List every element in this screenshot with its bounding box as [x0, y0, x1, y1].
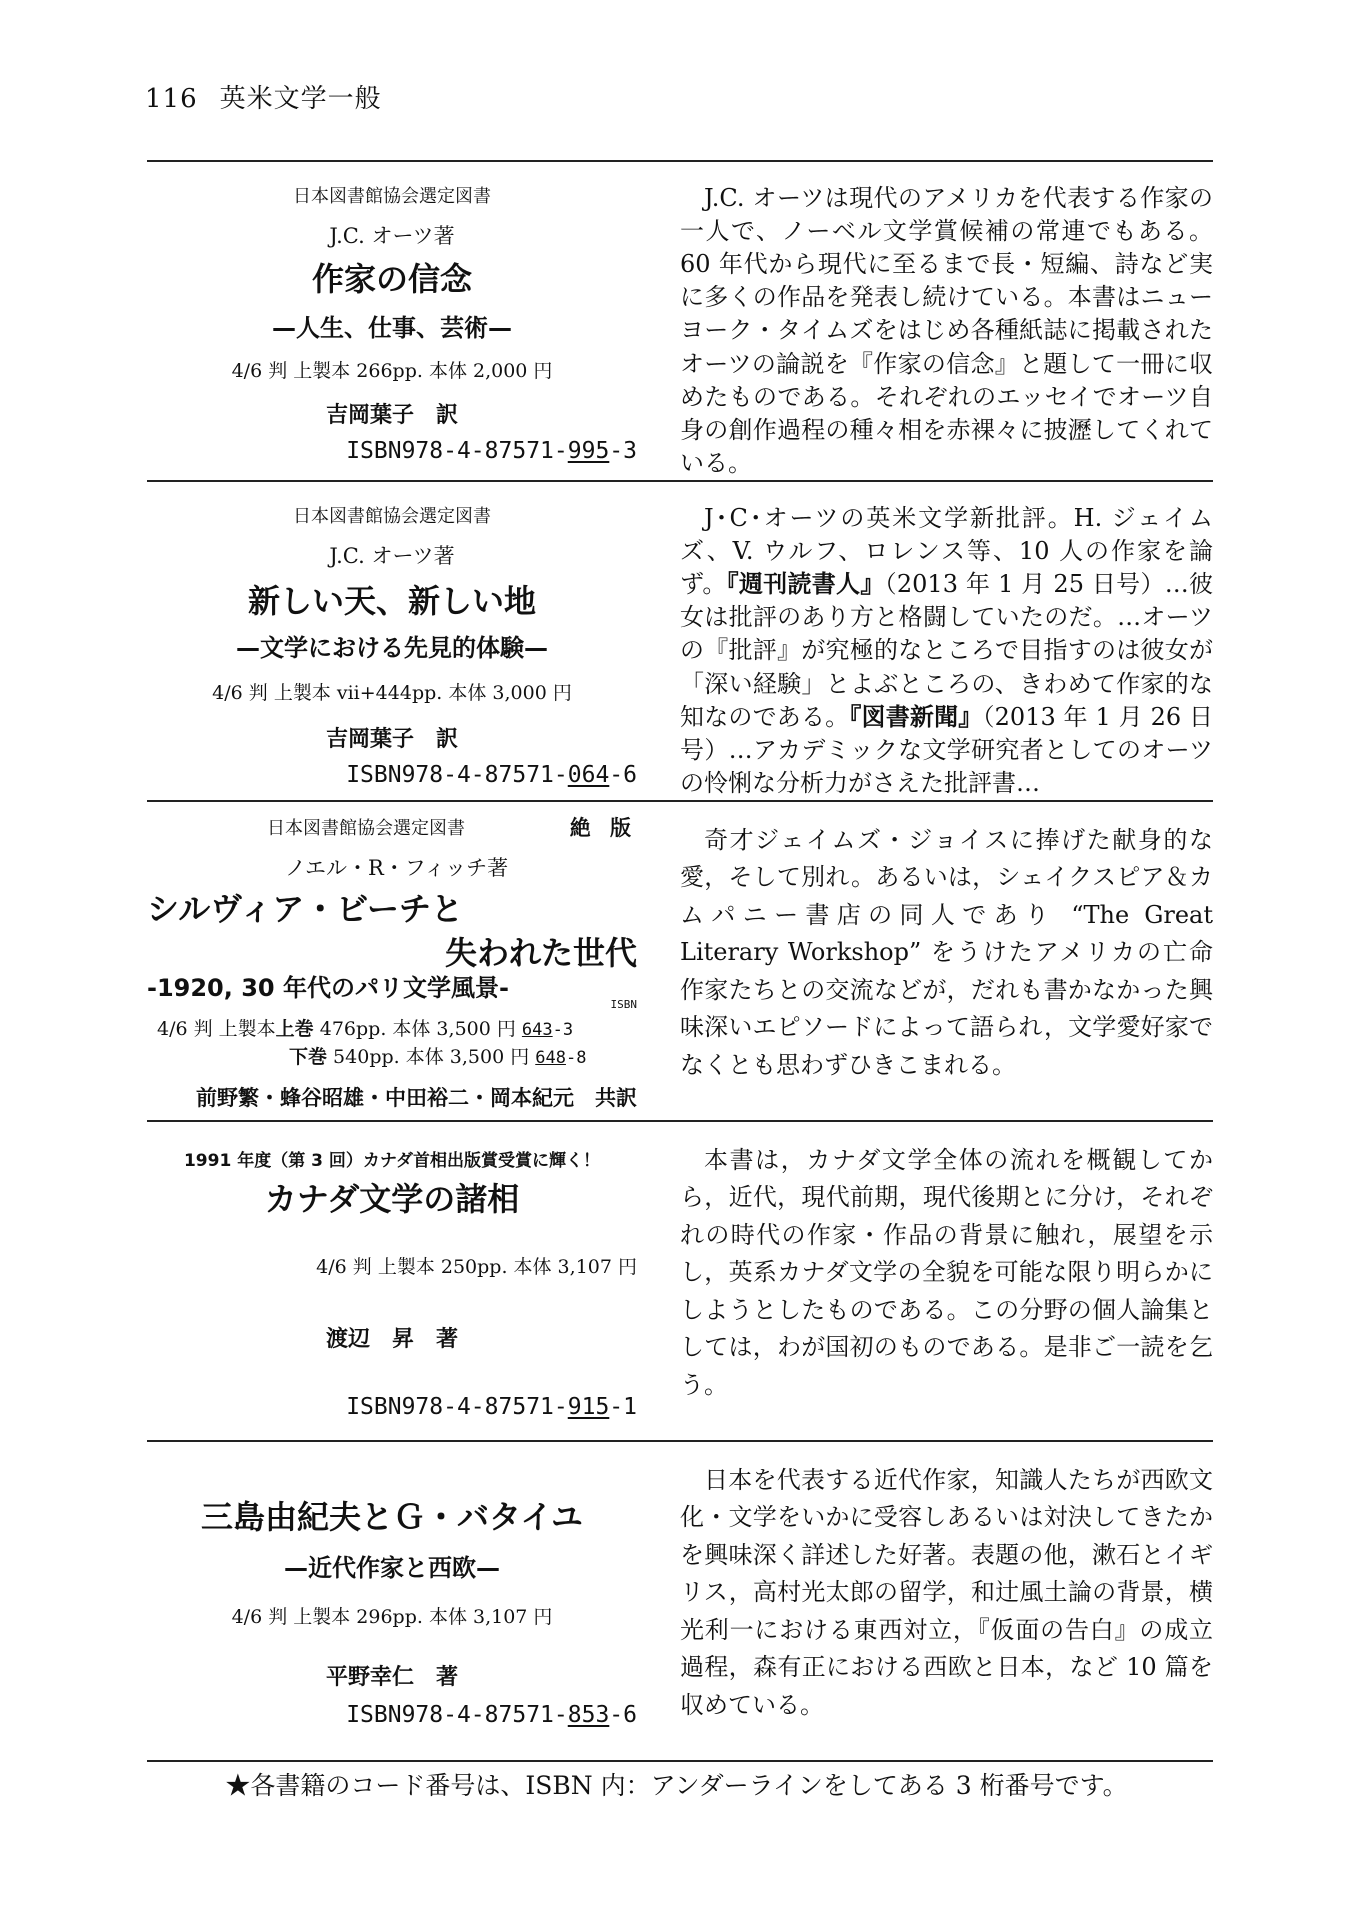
page-number: 116 — [145, 84, 198, 114]
book-title-line2: 失われた世代 — [444, 934, 637, 972]
book-title: 作家の信念 — [311, 260, 472, 298]
book-translator: 吉岡葉子 訳 — [325, 403, 458, 428]
book-entry — [147, 802, 1213, 1120]
selection-label: 日本図書館協会選定図書 — [293, 506, 491, 527]
out-of-print-badge: 絶 版 — [569, 816, 637, 840]
book-description: 奇才ジェイムズ・ジョイスに捧げた献身的な愛，そして別れ。あるいは，シェイクスピア＆カムパニー書店の同人であり “The Great Literary Workshop” をうけたアメリカの亡命作家たちとの交流などが，だれも書かなかった興味深いエピソードによって語られ，文学愛好家でなくとも思わずひきこまれる。 — [680, 826, 1213, 1079]
selection-label: 日本図書館協会選定図書 — [267, 818, 465, 839]
book-spec: 4/6 判 上製本 250pp. 本体 3,107 円 — [316, 1256, 637, 1278]
isbn-code: 995 — [567, 438, 610, 464]
book-author: J.C. オーツ著 — [329, 544, 455, 568]
book-isbn: ISBN978-4-87571-915-1 — [346, 1394, 637, 1420]
book-description: 日本を代表する近代作家，知識人たちが西欧文化・文学をいかに受容しあるいは対決してきたかを興味深く詳述した好著。表題の他，漱石とイギリス，高村光太郎の留学，和辻風土論の背景，横光利一における東西対立，『仮面の告白』の成立過程，森有正における西欧と日本，など 10 篇を収めている。 — [680, 1466, 1213, 1719]
review-source: 『週刊読書人』 — [726, 570, 885, 599]
selection-label: 日本図書館協会選定図書 — [293, 186, 491, 207]
footer-note: ★各書籍のコード番号は、ISBN 内：アンダーラインをしてある 3 桁番号です。 — [225, 1771, 1128, 1800]
book-author: J.C. オーツ著 — [329, 224, 455, 248]
volume-1-spec: 4/6 判 上製本上巻 476pp. 本体 3,500 円 643-3 — [157, 1018, 574, 1040]
book-spec: 4/6 判 上製本 266pp. 本体 2,000 円 — [231, 360, 553, 382]
book-subtitle: —文学における先見的体験— — [236, 634, 548, 662]
book-author: 平野幸仁 著 — [325, 1665, 458, 1690]
book-spec: 4/6 判 上製本 vii+444pp. 本体 3,000 円 — [212, 682, 572, 704]
book-subtitle: —人生、仕事、芸術— — [272, 314, 512, 342]
book-entry — [147, 482, 1213, 800]
book-isbn: ISBN978-4-87571-853-6 — [346, 1702, 637, 1728]
isbn-code: 915 — [567, 1394, 610, 1420]
book-title: 三島由紀夫とＧ・バタイユ — [200, 1498, 584, 1536]
book-entry — [147, 1122, 1213, 1440]
book-subtitle: -1920, 30 年代のパリ文学風景- — [147, 974, 509, 1002]
review-source: 『図書新聞』 — [849, 702, 983, 731]
book-author: ノエル・R・フィッチ著 — [285, 856, 509, 880]
book-translator: 吉岡葉子 訳 — [325, 727, 458, 752]
book-title-line1: シルヴィア・ビーチと — [147, 890, 464, 928]
section-title: 英米文学一般 — [219, 84, 382, 114]
isbn-column-label: ISBN — [610, 998, 637, 1011]
isbn-code: 853 — [567, 1702, 610, 1728]
award-banner: 1991 年度（第 3 回）カナダ首相出版賞受賞に輝く！ — [183, 1151, 601, 1171]
book-description: J･C･オーツの英米文学新批評。H. ジェイムズ、V. ウルフ、ロレンス等、10 人の作家を論ず。『週刊読書人』（2013 年 1 月 25 日号）…彼女は批評のあり方と格闘していたのだ。…オーツの『批評』が究極的なところで目指すのは彼女が「深い経験」とよぶところの、きわめて作家的な知なのである。『図書新聞』（2013 年 1 月 26 日号）…アカデミックな文学研究者としてのオーツの怜悧な分析力がさえた批評書… — [680, 504, 1214, 797]
book-author: 渡辺 昇 著 — [325, 1327, 458, 1352]
book-isbn: ISBN978-4-87571-064-6 — [346, 762, 637, 788]
isbn-code: 064 — [567, 762, 610, 788]
book-entry — [147, 162, 1213, 480]
book-title: カナダ文学の諸相 — [264, 1180, 520, 1218]
book-entry — [147, 1442, 1213, 1760]
page-header — [145, 78, 382, 115]
book-translator: 前野繁・蜂谷昭雄・中田裕二・岡本紀元 共訳 — [196, 1086, 637, 1110]
volume-2-spec: 下巻 540pp. 本体 3,500 円 648-8 — [289, 1046, 587, 1068]
book-isbn: ISBN978-4-87571-995-3 — [346, 438, 637, 464]
divider — [147, 1760, 1213, 1762]
isbn-code: 643 — [521, 1020, 553, 1040]
book-description: J.C. オーツは現代のアメリカを代表する作家の一人で、ノーベル文学賞候補の常連でもある。60 年代から現代に至るまで長・短編、詩など実に多くの作品を発表し続けている。本書はニューヨーク・タイムズをはじめ各種紙誌に掲載されたオーツの論説を『作家の信念』と題して一冊に収めたものである。それぞれのエッセイでオーツ自身の創作過程の種々相を赤裸々に披瀝してくれている。 — [680, 184, 1213, 477]
book-description: 本書は，カナダ文学全体の流れを概観してから，近代，現代前期，現代後期とに分け，それぞれの時代の作家・作品の背景に触れ，展望を示し，英系カナダ文学の全貌を可能な限り明らかにしようとしたものである。この分野の個人論集としては，わが国初のものである。是非ご一読を乞う。 — [680, 1146, 1213, 1399]
isbn-code: 648 — [535, 1048, 566, 1068]
book-spec: 4/6 判 上製本 296pp. 本体 3,107 円 — [231, 1606, 553, 1628]
book-subtitle: —近代作家と西欧— — [284, 1554, 500, 1582]
book-title: 新しい天、新しい地 — [247, 582, 536, 620]
